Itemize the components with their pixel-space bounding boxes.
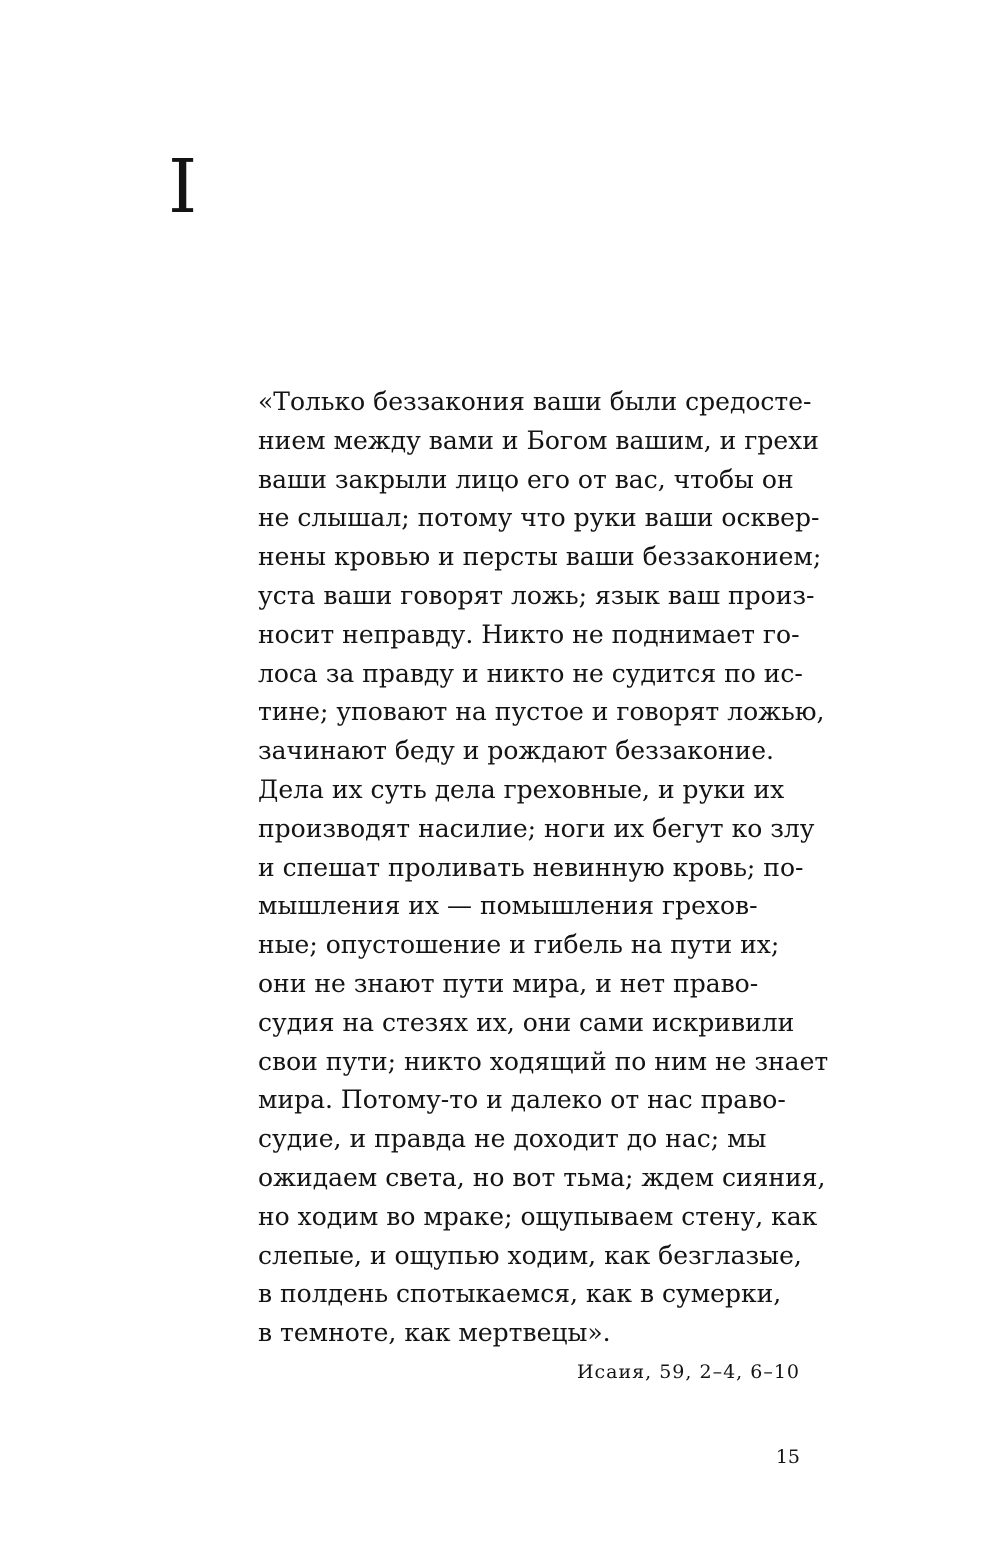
epigraph-line: тине; уповают на пустое и говорят ложью,	[258, 697, 825, 727]
epigraph-source: Исаия, 59, 2–4, 6–10	[576, 1361, 800, 1383]
epigraph-line: «Только беззакония ваши были средосте-	[258, 387, 812, 416]
epigraph-line: в полдень спотыкаемся, как в сумерки,	[258, 1279, 782, 1309]
epigraph-line: носит неправду. Никто не поднимает го-	[258, 619, 800, 649]
epigraph-line: судие, и правда не доходит до нас; мы	[258, 1124, 767, 1154]
epigraph-line: но ходим во мраке; ощупываем стену, как	[258, 1201, 818, 1231]
epigraph-line: ожидаем света, но вот тьма; ждем сияния,	[258, 1162, 826, 1192]
epigraph-line: уста ваши говорят ложь; язык ваш произ-	[258, 580, 815, 610]
page-number: 15	[775, 1446, 800, 1468]
epigraph-line: ные; опустошение и гибель на пути их;	[258, 930, 780, 960]
epigraph-line: в темноте, как мертвецы».	[258, 1318, 611, 1348]
epigraph	[258, 383, 829, 1353]
epigraph-line: свои пути; никто ходящий по ним не знает	[258, 1046, 829, 1076]
epigraph-line: они не знают пути мира, и нет право-	[258, 968, 759, 998]
epigraph-line: зачинают беду и рождают беззаконие.	[258, 736, 775, 766]
epigraph-line: нены кровью и персты ваши беззаконием;	[258, 542, 822, 572]
epigraph-line: ваши закрыли лицо его от вас, чтобы он	[258, 464, 794, 494]
epigraph-line: судия на стезях их, они сами искривили	[258, 1007, 795, 1037]
epigraph-line: и спешат проливать невинную кровь; по-	[258, 852, 804, 882]
chapter-number: I	[168, 144, 198, 230]
epigraph-line: производят насилие; ноги их бегут ко злу	[258, 813, 815, 843]
epigraph-line: не слышал; потому что руки ваши осквер-	[258, 503, 820, 533]
epigraph-line: мышления их — помышления грехов-	[258, 891, 758, 921]
epigraph-line: Дела их суть дела греховные, и руки их	[258, 774, 785, 804]
epigraph-line: лоса за правду и никто не судится по ис-	[258, 658, 803, 688]
epigraph-line: слепые, и ощупью ходим, как безглазые,	[258, 1240, 802, 1270]
epigraph-line: мира. Потому-то и далеко от нас право-	[258, 1085, 786, 1115]
epigraph-line: нием между вами и Богом вашим, и грехи	[258, 425, 819, 455]
